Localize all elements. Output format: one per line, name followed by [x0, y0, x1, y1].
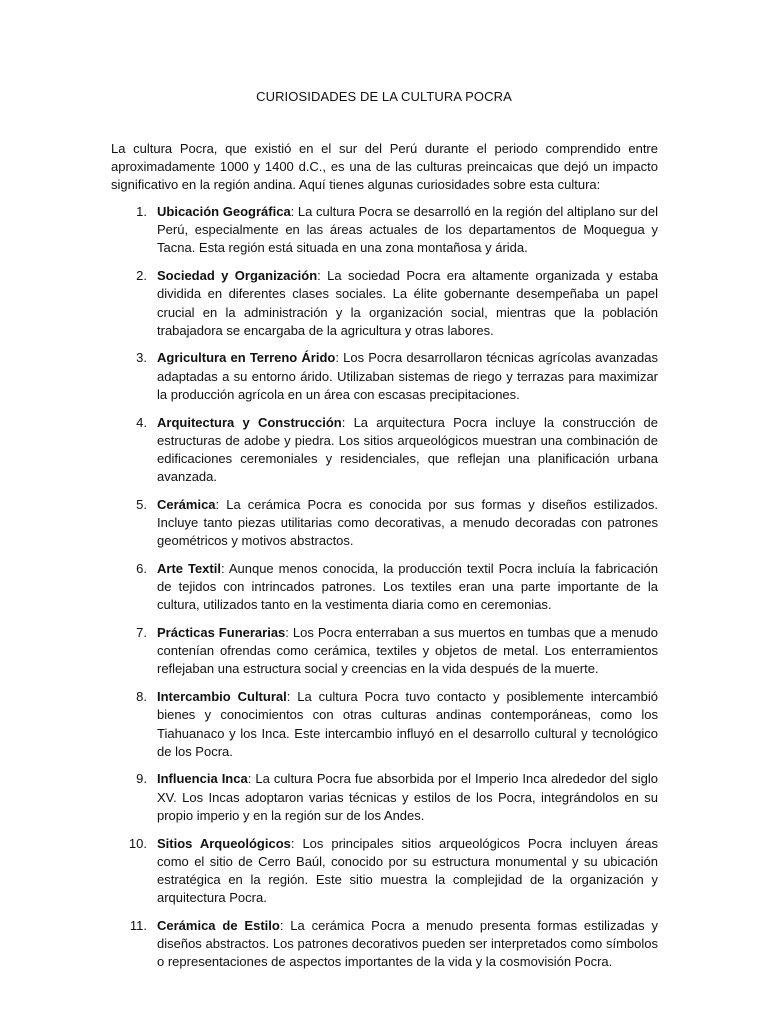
list-item-number: 7. [136, 625, 147, 641]
list-item-body: : Los Pocra desarrollaron técnicas agrícolas avanzadas adaptadas a su entorno árido. Utilizaban sistemas de riego y terrazas para maximizar la producción agrícola en un área con escasas precipitaciones. [157, 350, 658, 402]
list-item-text [157, 624, 658, 679]
list-item-heading: Sociedad y Organización [157, 268, 318, 284]
list-item-number: 1. [136, 204, 147, 219]
list-item-number: 11. [129, 917, 147, 933]
list-item-heading: Cerámica [157, 496, 216, 512]
document-title: CURIOSIDADES DE LA CULTURA POCRA [256, 89, 512, 104]
list-item [111, 917, 658, 972]
list-item-heading: Agricultura en Terreno Árido [157, 350, 336, 366]
list-item-number: 4. [136, 414, 147, 430]
list-item-text [157, 496, 658, 551]
list-item-body: : La cultura Pocra se desarrolló en la región del altiplano sur del Perú, especialmente en las áreas actuales de los departamentos de Moquegua y Tacna. Esta región está situada en una zona montañosa y árida. [157, 204, 658, 256]
list-item-heading: Cerámica de Estilo [157, 917, 280, 933]
list-item [111, 835, 658, 908]
list-item-body: : La cerámica Pocra es conocida por sus formas y diseños estilizados. Incluye tanto piezas utilitarias como decorativas, a menudo decoradas con patrones geométricos y motivos abstractos. [157, 496, 658, 549]
list-item-body: : La cultura Pocra fue absorbida por el Imperio Inca alrededor del siglo XV. Los Incas adoptaron varias técnicas y estilos de los Pocra, integrándolos en su propio imperio y en la región sur de los Andes. [157, 771, 658, 823]
list-item-text [157, 770, 658, 825]
list-item-heading: Intercambio Cultural [157, 689, 287, 705]
list-item-heading: Prácticas Funerarias [157, 625, 286, 641]
list-item-text [157, 835, 658, 908]
list-item-number: 3. [136, 350, 147, 366]
list-item-text [157, 267, 658, 340]
list-item [111, 349, 658, 404]
list-item-number: 9. [136, 771, 147, 787]
list-item [111, 560, 658, 615]
list-item-number: 2. [136, 268, 147, 284]
list-item-body: : La arquitectura Pocra incluye la construcción de estructuras de adobe y piedra. Los sitios arqueológicos muestran una combinación de edificaciones ceremoniales y residenciales, que reflejan una planificación urbana avanzada. [157, 414, 658, 485]
list-item-heading: Arquitectura y Construcción [157, 414, 342, 430]
list-item [111, 770, 658, 825]
list-item-body: : Aunque menos conocida, la producción textil Pocra incluía la fabricación de tejidos con intrincados patrones. Los textiles eran una parte importante de la cultura, utilizados tanto en la vestimenta diaria como en ceremonias. [157, 560, 658, 613]
list-item-heading: Arte Textil [157, 560, 221, 576]
list-item [111, 624, 658, 679]
list-item-body: : La cultura Pocra tuvo contacto y posiblemente intercambió bienes y conocimientos con otras culturas andinas contemporáneas, como los Tiahuanaco y los Inca. Este intercambio influyó en el desarrollo cultural y tecnológico de los Pocra. [157, 689, 658, 759]
list-item-text [157, 688, 658, 761]
list-item-body: : La cerámica Pocra a menudo presenta formas estilizadas y diseños abstractos. Los patrones decorativos pueden ser interpretados como símbolos o representaciones de aspectos importantes de la vida y la cosmovisión Pocra. [157, 917, 658, 970]
list-item [111, 267, 658, 340]
list-item-text [157, 349, 658, 404]
list-item-text [157, 560, 658, 615]
list-item [111, 496, 658, 551]
list-item-text [157, 203, 658, 258]
list-item-body: : La sociedad Pocra era altamente organizada y estaba dividida en diferentes clases sociales. La élite gobernante desempeñaba un papel crucial en la administración y la organización social, mientras que la población trabajadora se encargaba de la agricultura y otras labores. [157, 268, 658, 338]
intro-paragraph: La cultura Pocra, que existió en el sur del Perú durante el periodo comprendido entre aproximadamente 1000 y 1400 d.C., es una de las culturas preincaicas que dejó un impacto significativo en la región andina. Aquí tienes algunas curiosidades sobre esta cultura: [111, 141, 658, 193]
list-item [111, 414, 658, 487]
list-item-number: 6. [136, 560, 147, 576]
list-item-text [157, 414, 658, 487]
list-item-heading: Sitios Arqueológicos [157, 835, 291, 851]
list-item-body: : Los principales sitios arqueológicos Pocra incluyen áreas como el sitio de Cerro Baúl, conocido por su estructura monumental y su ubicación estratégica en la región. Este sitio muestra la complejidad de la organización y arquitectura Pocra. [157, 835, 658, 906]
list-item-number: 5. [136, 496, 147, 512]
list-item-number: 10. [128, 835, 147, 851]
list-item-heading: Influencia Inca [157, 771, 248, 787]
list-item [111, 203, 658, 258]
list-item-heading: Ubicación Geográfica [157, 204, 291, 219]
list-item-number: 8. [136, 689, 147, 705]
curiosities-list [111, 203, 658, 981]
list-item-body: : Los Pocra enterraban a sus muertos en tumbas que a menudo contenían ofrendas como cerámica, textiles y objetos de metal. Los enterramientos reflejaban una estructura social y creencias en la vida después de la muerte. [157, 625, 659, 677]
list-item [111, 688, 658, 761]
list-item-text [157, 917, 658, 972]
